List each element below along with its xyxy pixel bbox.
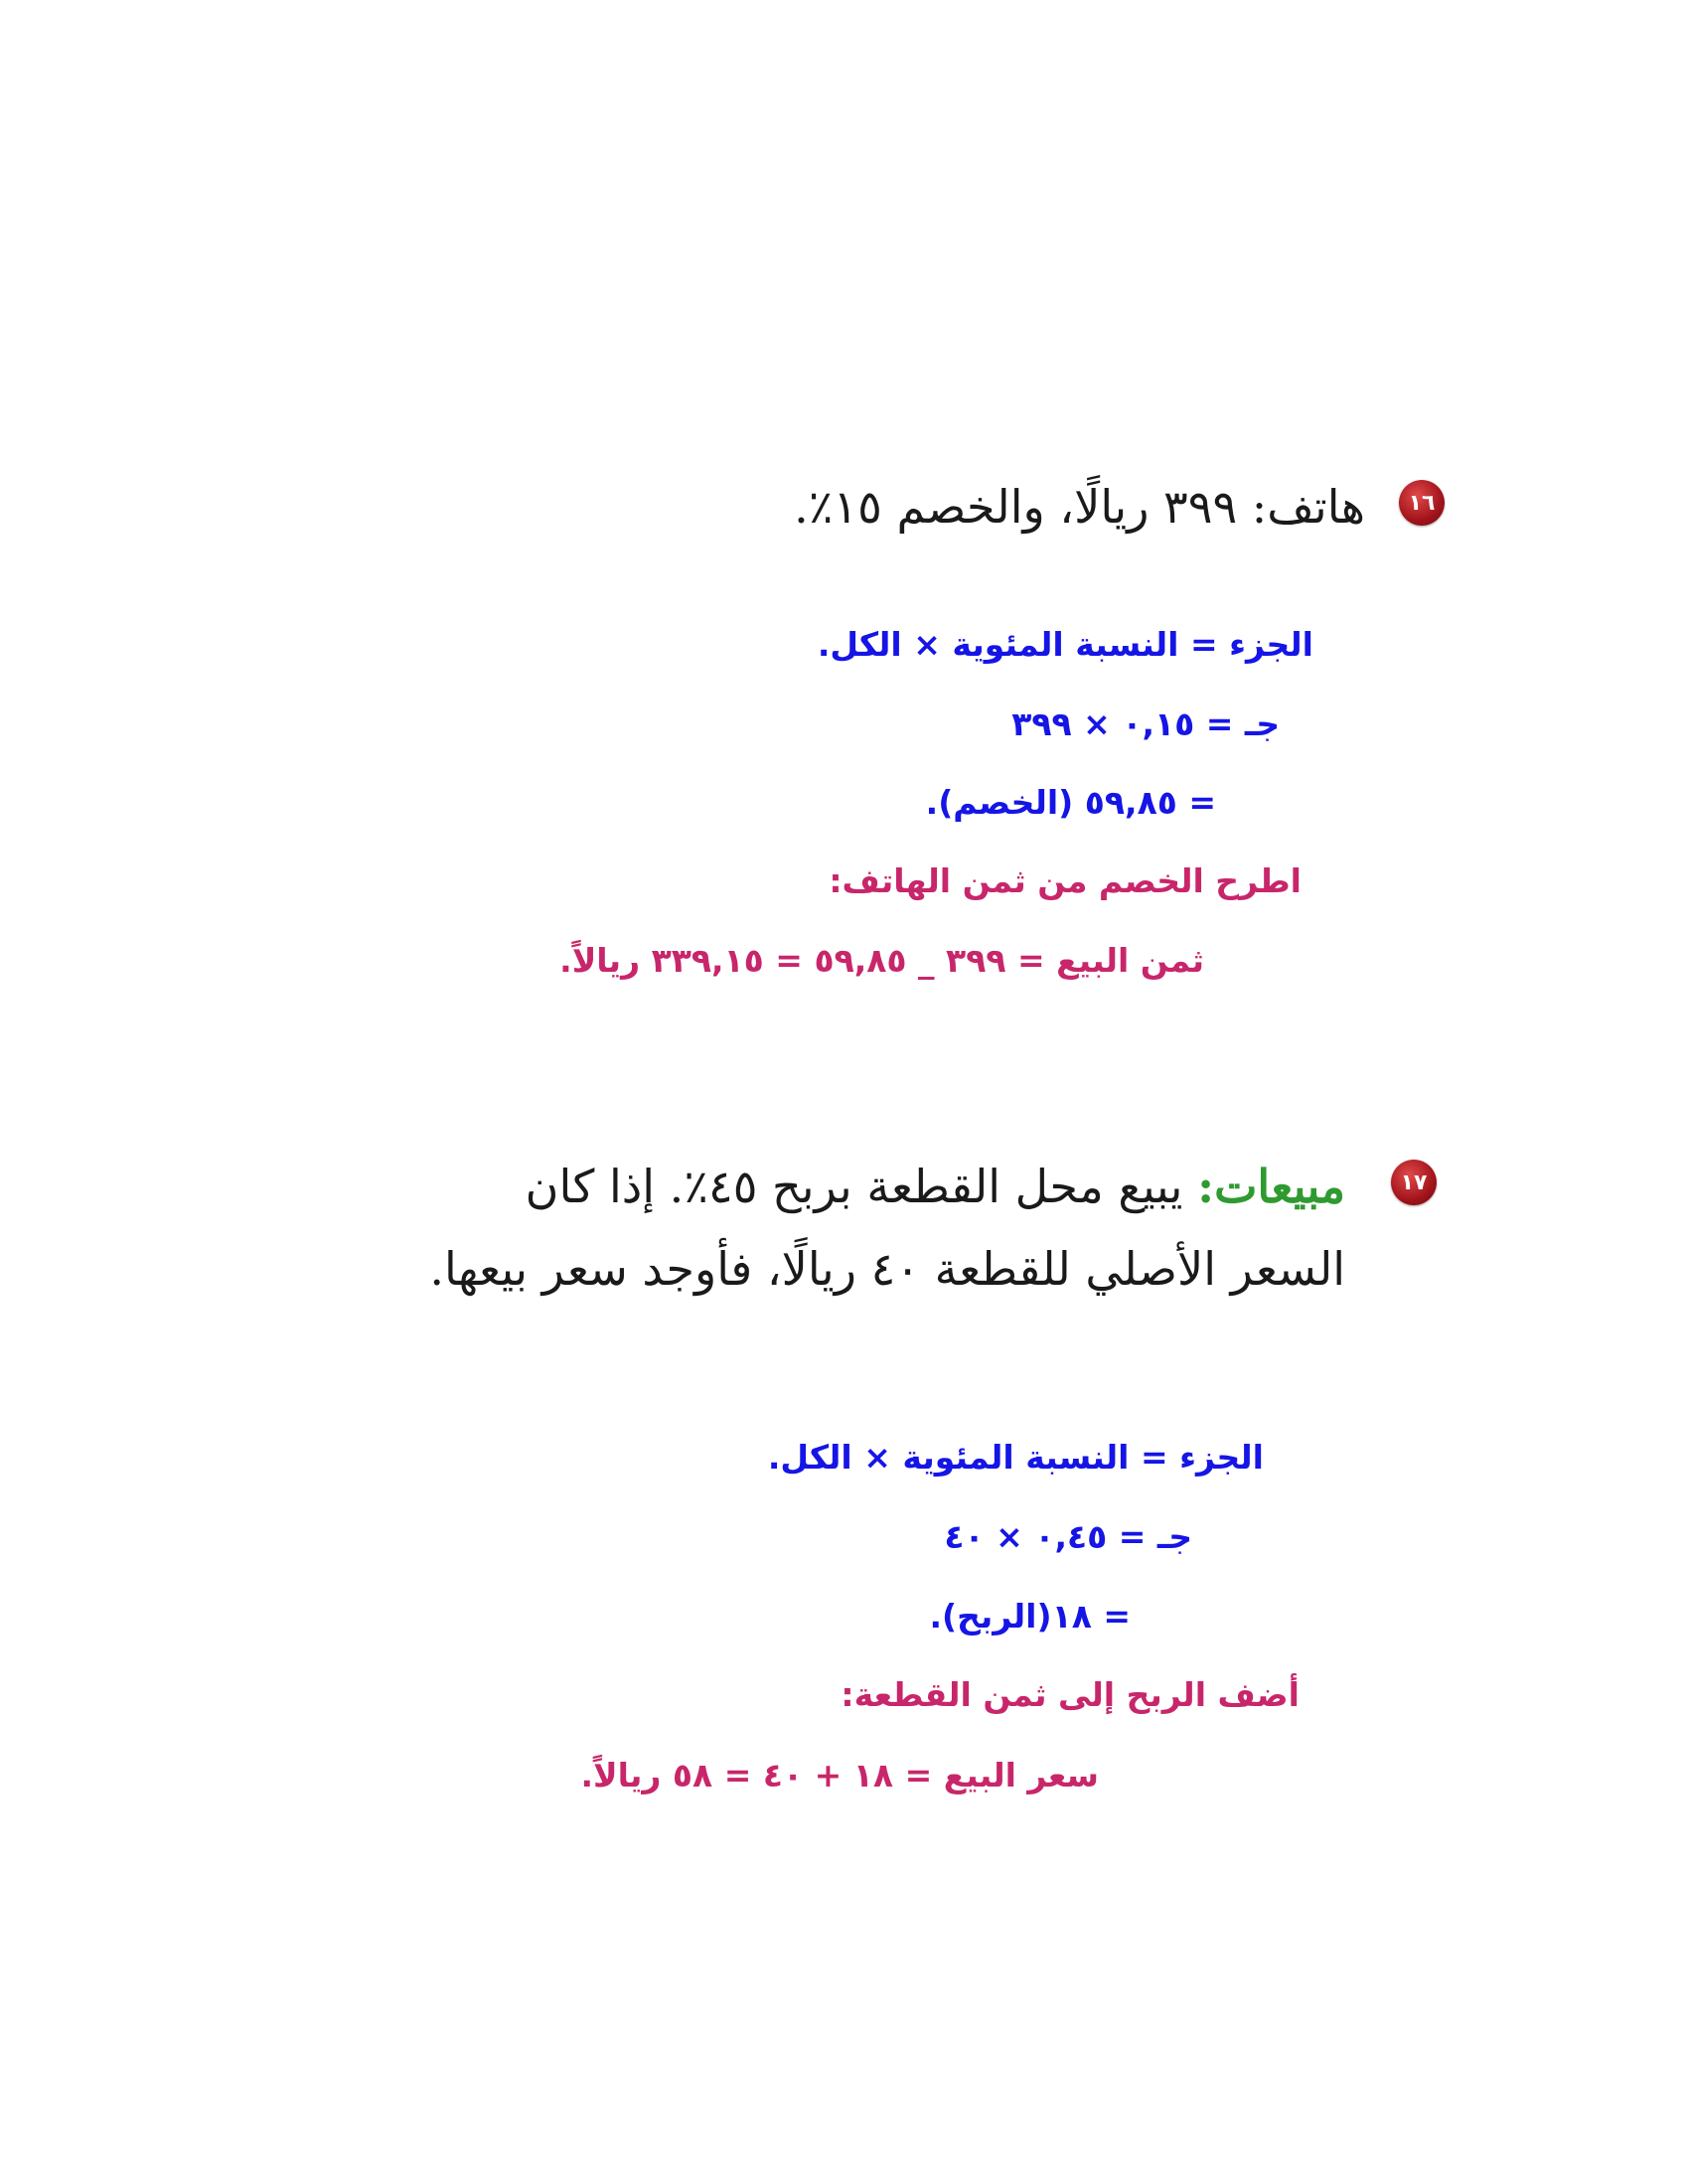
problem-17-statement-line-2: السعر الأصلي للقطعة ٤٠ ريالًا، فأوجد سعر بيعها. xyxy=(429,1242,1345,1296)
solution-17-substitution: جـ = ٠,٤٥ × ٤٠ xyxy=(944,1517,1192,1556)
solution-16-substitution: جـ = ٠,١٥ × ٣٩٩ xyxy=(1011,704,1280,743)
problem-number-badge-17: ١٧ xyxy=(1391,1160,1437,1205)
solution-16-formula: الجزء = النسبة المئوية × الكل. xyxy=(817,625,1313,664)
solution-16-instruction: اطرح الخصم من ثمن الهاتف: xyxy=(829,861,1302,900)
problem-17-statement-line-1 xyxy=(525,1160,1345,1213)
solution-16-answer: ثمن البيع = ٣٩٩ _ ٥٩,٨٥ = ٣٣٩,١٥ ريالاً. xyxy=(559,941,1204,980)
problem-16-statement: هاتف: ٣٩٩ ريالًا، والخصم ١٥٪. xyxy=(794,480,1365,534)
problem-17-topic-label: مبيعات: xyxy=(1197,1160,1345,1213)
solution-17-answer: سعر البيع = ١٨ + ٤٠ = ٥٨ ريالاً. xyxy=(580,1756,1099,1794)
problem-number-badge-16: ١٦ xyxy=(1399,480,1445,526)
solution-17-instruction: أضف الربح إلى ثمن القطعة: xyxy=(841,1675,1300,1714)
problem-17-statement-text: يبيع محل القطعة بربح ٤٥٪. إذا كان xyxy=(525,1160,1183,1213)
solution-17-result: = ١٨(الربح). xyxy=(929,1597,1131,1636)
solution-17-formula: الجزء = النسبة المئوية × الكل. xyxy=(767,1438,1264,1477)
solution-16-result: = ٥٩,٨٥ (الخصم). xyxy=(925,783,1216,822)
